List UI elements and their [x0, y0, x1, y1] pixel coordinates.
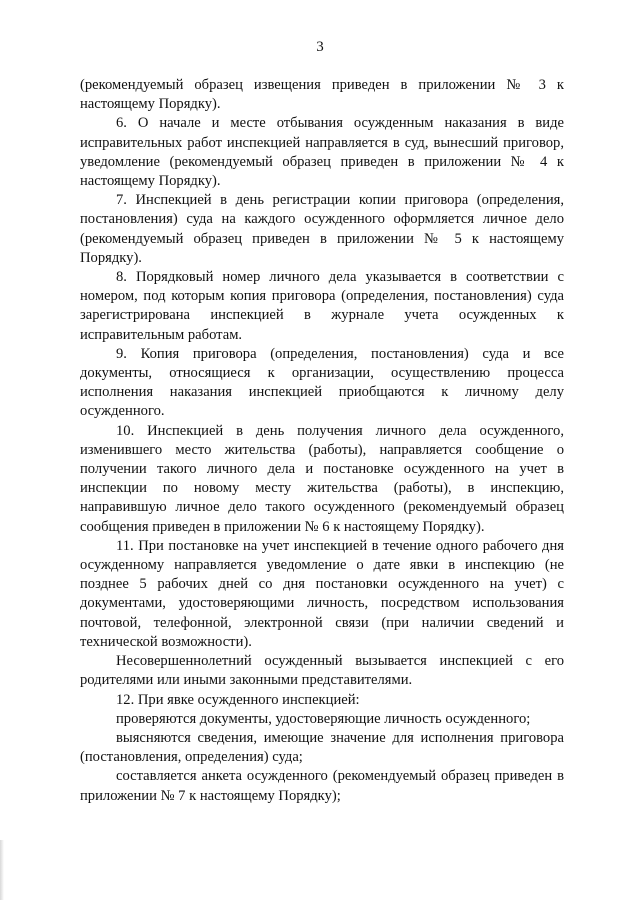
document-body	[80, 76, 564, 806]
page-number: 3	[316, 39, 324, 55]
list-item-check-documents: проверяются документы, удостоверяющие личность осужденного;	[116, 710, 531, 727]
paragraph-item-6: 6. О начале и месте отбывания осужденным наказания в виде исправительных работ инспекцией направляется в суд, вынесший приговор, уведомление (рекомендуемый образец приведен в приложении № 4 к настоящему Порядку).	[80, 115, 564, 190]
paragraph-minor-convict: Несовершеннолетний осужденный вызывается инспекцией с его родителями или иными законными представителями.	[80, 653, 564, 689]
paragraph-item-7: 7. Инспекцией в день регистрации копии приговора (определения, постановления) суда на каждого осужденного оформляется личное дело (рекомендуемый образец приведен в приложении № 5 к настоящему Порядку).	[80, 192, 564, 266]
paragraph-item-12: 12. При явке осужденного инспекцией:	[116, 691, 360, 708]
paragraph-item-11: 11. При постановке на учет инспекцией в течение одного рабочего дня осужденному направляется уведомление о дате явки в инспекцию (не позднее 5 рабочих дней со дня постановки осужденного на учет) с документами, удостоверяющими личность, посредством использования почтовой, телефонной, электронной связи (при наличии сведений и технической возможности).	[80, 537, 564, 650]
paragraph-continuation: (рекомендуемый образец извещения приведен в приложении № 3 к настоящему Порядку).	[80, 77, 564, 113]
list-item-questionnaire: составляется анкета осужденного (рекомендуемый образец приведен в приложении № 7 к настоящему Порядку);	[80, 768, 564, 804]
paragraph-item-8: 8. Порядковый номер личного дела указывается в соответствии с номером, под которым копия приговора (определения, постановления) суда зарегистрирована инспекцией в журнале учета осужденных к исправительным работам.	[80, 269, 564, 343]
paragraph-item-9: 9. Копия приговора (определения, постановления) суда и все документы, относящиеся к организации, осуществлению процесса исполнения наказания инспекцией приобщаются к личному делу осужденного.	[80, 345, 564, 420]
scan-edge-shadow	[0, 840, 4, 900]
paragraph-item-10: 10. Инспекцией в день получения личного дела осужденного, изменившего место жительства (работы), направляется сообщение о получении такого личного дела и постановке осужденного на учет в инспекции по новому месту жительства (работы), в инспекцию, направившую личное дело такого осужденного (рекомендуемый образец сообщения приведен в приложении № 6 к настоящему Порядку).	[80, 422, 564, 535]
list-item-clarify-info: выясняются сведения, имеющие значение для исполнения приговора (постановления, определения) суда;	[80, 729, 564, 766]
